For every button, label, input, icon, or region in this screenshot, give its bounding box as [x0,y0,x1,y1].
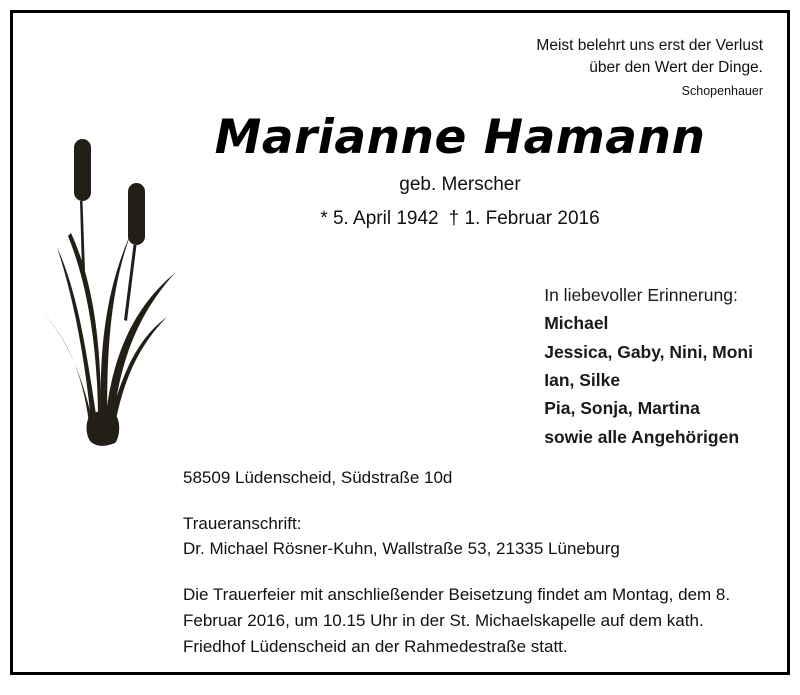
info-block [183,465,761,661]
condolence-address: Dr. Michael Rösner-Kuhn, Wallstraße 53, 21335 Lüneburg [183,539,620,558]
residence-address-block [183,465,761,491]
condolence-block [183,511,761,562]
maiden-name: geb. Merscher [399,174,521,196]
mourner-line: sowie alle Angehörigen [544,426,740,447]
ceremony-details: Die Trauerfeier mit anschließender Beisetzung findet am Montag, dem 8. Februar 2016, um 10.15 Uhr in der St. Michaelskapelle auf dem kath. Friedhof Lüdenscheid an der Rahmedestraße statt. [183,584,731,657]
obituary-notice [10,10,790,675]
quote-line-1: Meist belehrt uns erst der Verlust [536,37,763,54]
condolence-label: Traueranschrift: [183,513,302,533]
mourners-intro: In liebevoller Erinnerung: [544,285,738,305]
mourners-block [544,281,753,451]
quote-line-2: über den Wert der Dinge. [589,59,763,77]
mourner-line: Michael [544,313,609,334]
birth-date: * 5. April 1942 [320,208,439,230]
mourner-line: Pia, Sonja, Martina [544,398,700,419]
death-date: † 1. Februar 2016 [448,208,600,230]
name-block [163,110,757,230]
mourner-line: Ian, Silke [544,370,621,391]
life-dates [163,208,757,230]
deceased-name: Marianne Hamann [214,110,706,165]
residence-address: 58509 Lüdenscheid, Südstraße 10d [183,468,453,487]
ceremony-block [183,582,761,661]
mourner-line: Jessica, Gaby, Nini, Moni [544,341,753,362]
quote-author: Schopenhauer [681,83,763,98]
quotation-block [536,35,763,100]
